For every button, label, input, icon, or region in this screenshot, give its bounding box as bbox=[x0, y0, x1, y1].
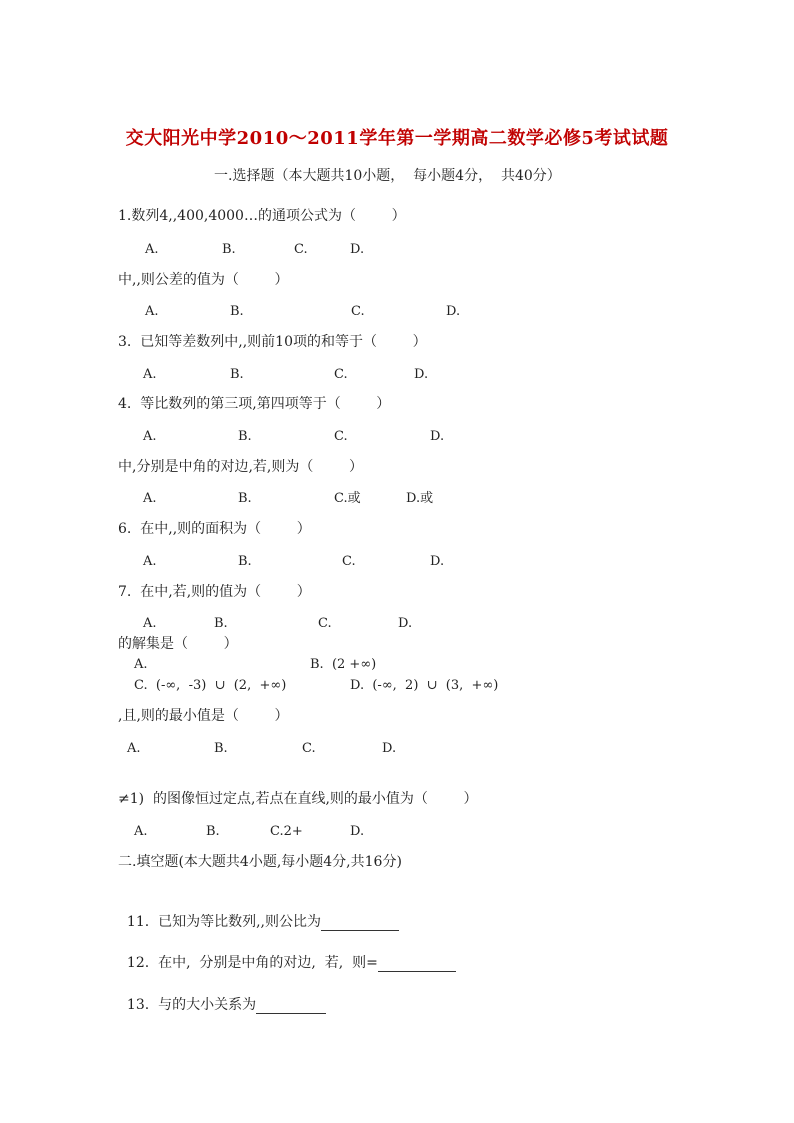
question-10-option-c: C.2+ bbox=[270, 824, 303, 839]
question-1-option-d: D. bbox=[350, 242, 365, 257]
question-6-stem: 6. 在中,,则的面积为（ ） bbox=[118, 521, 311, 537]
question-7-option-b: B. bbox=[214, 616, 228, 631]
question-6-option-b: B. bbox=[238, 554, 252, 569]
question-12-stem: 12. 在中, 分别是中角的对边, 若, 则= bbox=[126, 955, 378, 971]
page-title: 交大阳光中学2010～2011学年第一学期高二数学必修5考试试题 bbox=[125, 128, 669, 149]
question-3-option-d: D. bbox=[414, 367, 429, 382]
question-7-option-c: C. bbox=[318, 616, 332, 631]
question-10-option-a: A. bbox=[134, 824, 148, 839]
question-1-option-a: A. bbox=[145, 242, 159, 257]
question-2-stem: 中,,则公差的值为（ ） bbox=[118, 272, 289, 288]
question-6-option-a: A. bbox=[143, 554, 157, 569]
question-13 bbox=[118, 978, 326, 1014]
question-5-stem: 中,分别是中角的对边,若,则为（ ） bbox=[118, 459, 363, 475]
answer-blank-11[interactable] bbox=[321, 916, 399, 931]
answer-blank-13[interactable] bbox=[256, 999, 326, 1014]
question-8-option-a: A. bbox=[134, 657, 148, 672]
question-1-stem: 1.数列4,,400,4000…的通项公式为（ ） bbox=[118, 208, 406, 224]
section-2-heading: 二.填空题(本大题共4小题,每小题4分,共16分) bbox=[118, 854, 402, 870]
question-4-option-d: D. bbox=[430, 429, 445, 444]
question-10-stem: ≠1) 的图像恒过定点,若点在直线,则的最小值为（ ） bbox=[118, 791, 478, 807]
question-5-option-c: C.或 bbox=[334, 491, 361, 506]
question-6-option-c: C. bbox=[342, 554, 356, 569]
question-3-stem: 3. 已知等差数列中,,则前10项的和等于（ ） bbox=[118, 334, 427, 350]
question-3-option-a: A. bbox=[143, 367, 157, 382]
question-9-option-d: D. bbox=[382, 741, 397, 756]
question-10-option-b: B. bbox=[206, 824, 220, 839]
question-4-option-c: C. bbox=[334, 429, 348, 444]
question-10-option-d: D. bbox=[350, 824, 365, 839]
question-8-stem: 的解集是（ ） bbox=[118, 636, 238, 652]
question-8-option-c: C. (-∞, -3) ∪ (2, +∞) bbox=[134, 678, 287, 693]
question-7-stem: 7. 在中,若,则的值为（ ） bbox=[118, 584, 311, 600]
question-9-option-c: C. bbox=[302, 741, 316, 756]
question-5-option-d: D.或 bbox=[406, 491, 434, 506]
question-12 bbox=[118, 936, 456, 972]
question-3-option-b: B. bbox=[230, 367, 244, 382]
question-7-option-d: D. bbox=[398, 616, 413, 631]
question-2-option-b: B. bbox=[230, 304, 244, 319]
question-9-option-a: A. bbox=[127, 741, 141, 756]
section-1-heading: 一.选择题（本大题共10小题， 每小题4分， 共40分） bbox=[214, 168, 561, 184]
question-7-option-a: A. bbox=[143, 616, 157, 631]
question-2-option-d: D. bbox=[446, 304, 461, 319]
question-4-option-a: A. bbox=[143, 429, 157, 444]
answer-blank-12[interactable] bbox=[378, 957, 456, 972]
question-8-option-d: D. (-∞, 2) ∪ (3, +∞) bbox=[350, 678, 499, 693]
question-4-option-b: B. bbox=[238, 429, 252, 444]
question-2-option-c: C. bbox=[351, 304, 365, 319]
question-11 bbox=[118, 895, 399, 931]
question-5-option-b: B. bbox=[238, 491, 252, 506]
question-4-stem: 4. 等比数列的第三项,第四项等于（ ） bbox=[118, 396, 391, 412]
question-3-option-c: C. bbox=[334, 367, 348, 382]
question-9-option-b: B. bbox=[214, 741, 228, 756]
question-1-option-c: C. bbox=[294, 242, 308, 257]
question-6-option-d: D. bbox=[430, 554, 445, 569]
question-13-stem: 13. 与的大小关系为 bbox=[126, 997, 257, 1013]
question-5-option-a: A. bbox=[143, 491, 157, 506]
question-8-option-b: B. (2 +∞) bbox=[310, 657, 377, 672]
question-9-stem: ,且,则的最小值是（ ） bbox=[118, 708, 289, 724]
question-1-option-b: B. bbox=[222, 242, 236, 257]
question-11-stem: 11. 已知为等比数列,,则公比为 bbox=[126, 914, 321, 930]
question-2-option-a: A. bbox=[145, 304, 159, 319]
